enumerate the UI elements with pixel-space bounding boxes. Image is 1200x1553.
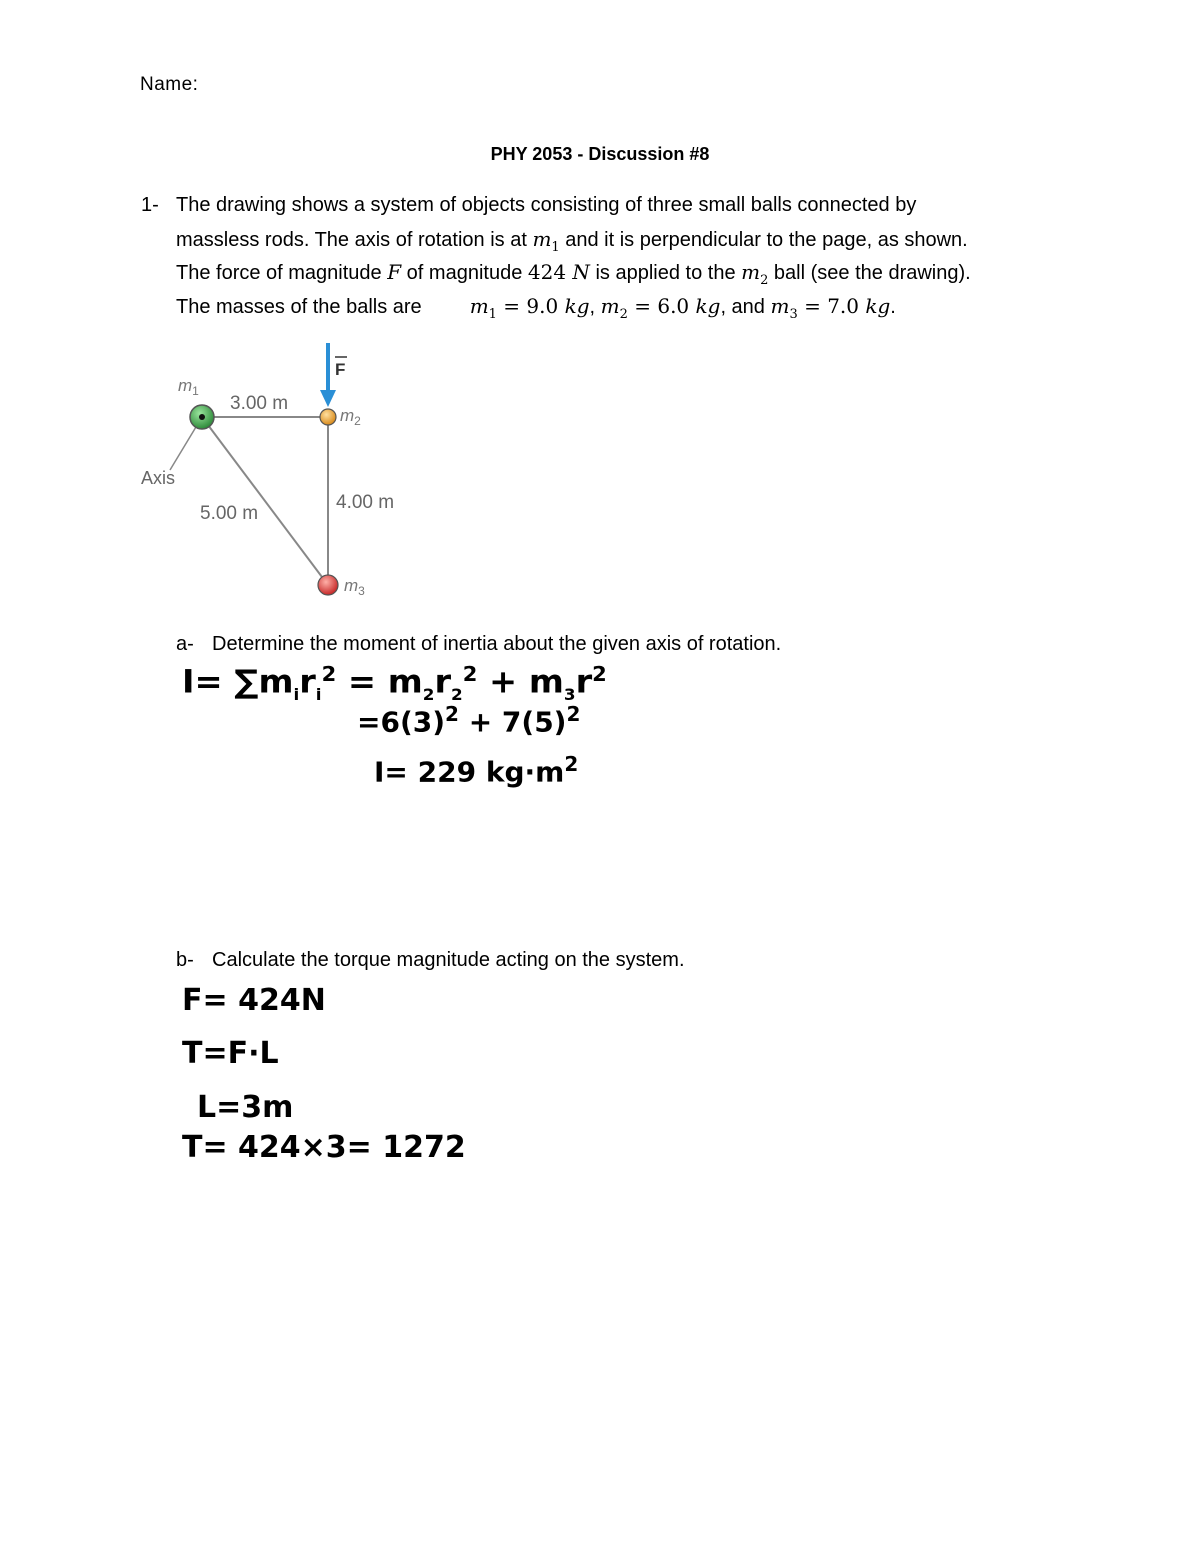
problem-line-3: The force of magnitude F of magnitude 424 N is applied to the $m_2$ ball (see the drawing).: [176, 260, 971, 288]
name-label: Name:: [140, 74, 199, 95]
part-b-work-line-1: F= 424N: [182, 983, 326, 1018]
part-b-work-line-2: T=F·L: [182, 1036, 279, 1071]
ball-m3: [318, 575, 338, 595]
axis-dot: [199, 414, 205, 420]
rotation-diagram: [130, 335, 430, 605]
part-a-work-line-2: $=6(3)^2 + 7(5)^2$: [357, 702, 581, 739]
ball-m2: [320, 409, 336, 425]
question-number: 1-: [141, 194, 159, 216]
problem-line-1: The drawing shows a system of objects consisting of three small balls connected by: [176, 194, 917, 216]
force-label: F: [335, 360, 346, 379]
problem-line-2: massless rods. The axis of rotation is at $m_1$ and it is perpendicular to the page, as shown.: [176, 227, 968, 255]
axis-label: Axis: [141, 468, 176, 488]
distance-4m: 4.00 m: [336, 492, 395, 513]
part-a-question: a- Determine the moment of inertia about the given axis of rotation.: [176, 633, 782, 655]
part-b-work-line-3: L=3m: [197, 1090, 294, 1125]
part-a-answer: I= 229 $kg\cdot m^2$: [374, 752, 579, 789]
problem-line-4: The masses of the balls are $m_1 = 9.0$ kg, $m_2 = 6.0$ kg, and $m_3 = 7.0$ kg.: [176, 294, 896, 322]
label-m3: $m_3$: [344, 576, 365, 598]
force-arrow-head: [320, 390, 336, 407]
rod-m1-m3: [202, 417, 328, 585]
part-b-question: b- Calculate the torque magnitude acting on the system.: [176, 949, 685, 971]
page-title: PHY 2053 - Discussion #8: [490, 144, 710, 164]
label-m2: $m_2$: [340, 406, 361, 428]
distance-5m: 5.00 m: [200, 503, 259, 524]
label-m1: $m_1$: [178, 376, 199, 398]
distance-3m: 3.00 m: [230, 393, 289, 414]
part-b-answer: T= 424×3= 1272: [182, 1130, 466, 1165]
part-a-work-line-1: $I= \sum m_ir_i^2 = m_2r_2^2 + m_3r^2$: [182, 662, 607, 705]
